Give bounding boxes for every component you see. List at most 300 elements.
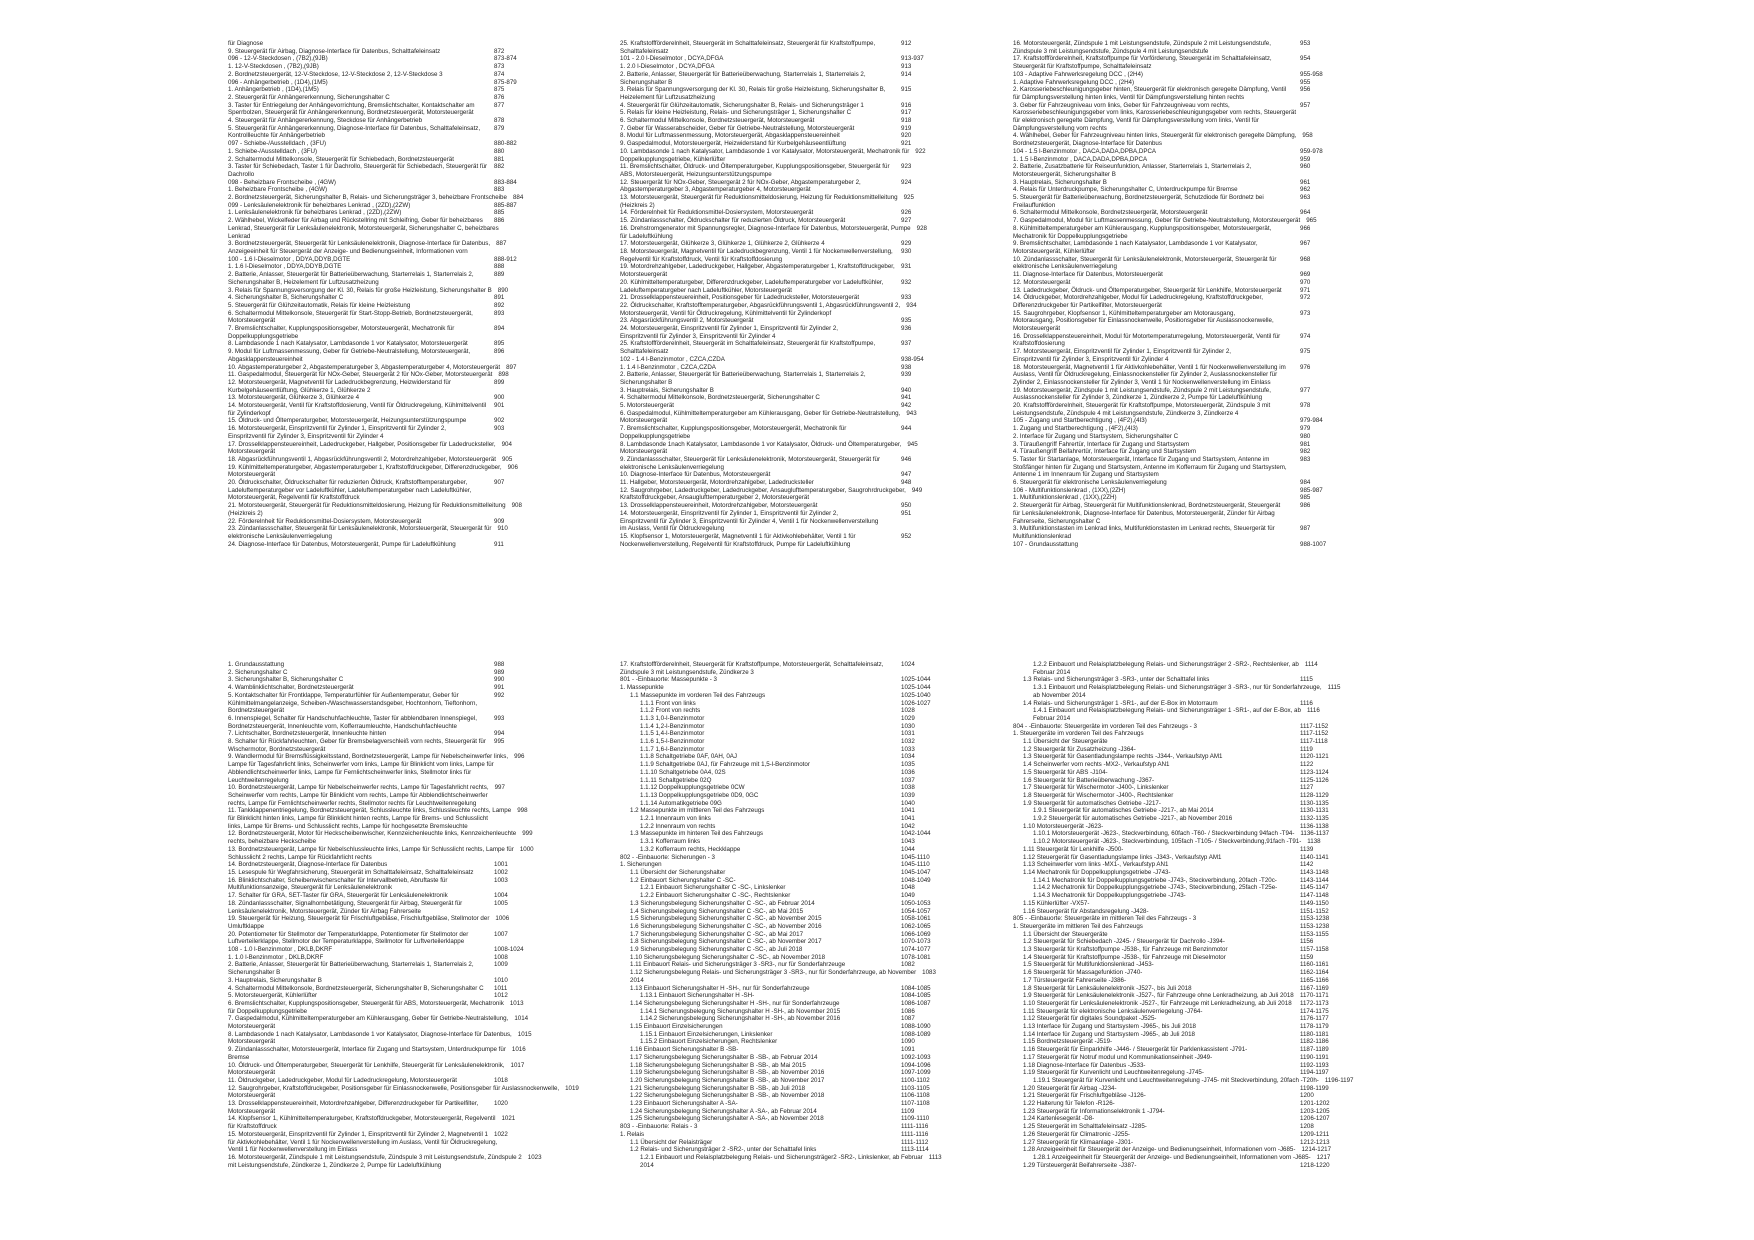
toc-page-number bbox=[895, 271, 957, 279]
toc-entry-title: für Lenksäulenelektronik, Diagnose-Interface für Datenbus, Motorsteuergerät, Zünder für Airbag bbox=[1013, 509, 1275, 517]
toc-entry bbox=[620, 287, 957, 295]
toc-page-number: 1113 bbox=[928, 1154, 942, 1161]
toc-page-number: 961 bbox=[1300, 178, 1311, 186]
toc-page-number bbox=[1294, 94, 1356, 102]
toc-page-number: 1022 bbox=[494, 1130, 508, 1138]
toc-page-number: 1119 bbox=[1300, 745, 1313, 753]
toc-page-number: 1206-1207 bbox=[1300, 1115, 1330, 1123]
toc-entry-title: 1.9 Sicherungsbelegung Sicherungshalter C -SC-, ab Juli 2018 bbox=[630, 946, 803, 954]
toc-entry bbox=[1013, 364, 1356, 372]
toc-entry-title: 4. Wamblinklichtschalter, Bordnetzsteuergerät bbox=[228, 684, 354, 692]
toc-page-number: 881 bbox=[494, 155, 505, 163]
toc-page-number: 929 bbox=[901, 240, 912, 248]
toc-entry bbox=[1013, 1123, 1356, 1131]
toc-entry bbox=[1013, 661, 1356, 669]
toc-entry-title: 1.2 Relais- und Sicherungsträger 2 -SR2-, unter der Schalttafel links bbox=[630, 1146, 817, 1154]
toc-entry-title: Multifunktionsanzeige, Steuergerät für Lenksäulenelektronik bbox=[228, 884, 393, 892]
toc-entry-title: 104 - 1.5 l-Benzinmotor , DACA,DADA,DPBA,DPCA bbox=[1013, 147, 1157, 155]
toc-column bbox=[1013, 40, 1356, 548]
toc-entry-title: Kühlmittelmangelanzeige, Scheiben-/Waschwasserstandsgeber, Hochtonhorn, Tieftonhorn, bbox=[228, 699, 478, 707]
toc-page-number bbox=[488, 510, 550, 518]
toc-page-number: 908 bbox=[511, 502, 522, 510]
toc-page-number: 1035 bbox=[901, 761, 915, 769]
toc-entry bbox=[620, 884, 957, 892]
toc-section bbox=[620, 854, 957, 862]
toc-page-number: 894 bbox=[494, 325, 505, 333]
toc-page-number: 895 bbox=[494, 340, 505, 348]
toc-page-number bbox=[1294, 394, 1356, 402]
toc-entry-title: Ventil 1 für Nockenwellenverstellung im Einlass bbox=[228, 1146, 358, 1154]
toc-entry-title: 1.28 Anzeigeeinheit für Steuergerät der Anzeige- und Bedienungseinheit, Informationen vorn -J685- bbox=[1023, 1146, 1296, 1154]
toc-page-number: 1116 bbox=[1300, 699, 1313, 707]
toc-entry bbox=[228, 117, 550, 125]
toc-page-number: 1153-1238 bbox=[1300, 915, 1330, 923]
toc-entry bbox=[1013, 892, 1356, 900]
toc-page-number: 880 bbox=[494, 147, 505, 155]
toc-entry-title: 5. Motorsteuergerät bbox=[620, 402, 674, 410]
toc-entry bbox=[620, 510, 957, 518]
toc-entry-title: elektronische Lenksäulenverriegelung bbox=[1013, 263, 1117, 271]
toc-entry-title: 1.3 Steuergerät für Gasentladungslampe rechts -J344-, Verkaufstyp AM1 bbox=[1023, 753, 1223, 761]
toc-entry bbox=[1013, 410, 1356, 418]
toc-entry bbox=[228, 340, 550, 348]
toc-entry-title: 1.5 Steuergerät für ABS -J104- bbox=[1023, 768, 1108, 776]
toc-page-number: 1013 bbox=[509, 999, 524, 1007]
toc-page-number: 1117-1152 bbox=[1300, 730, 1329, 738]
toc-entry-title: 2. Batterie, Anlasser, Steuergerät für Batterieüberwachung, Starterrelais 1, Starterrelais 2, bbox=[228, 961, 474, 969]
toc-entry-title: 1.2.1 Innenraum von links bbox=[640, 815, 711, 823]
toc-entry-title: 15. Saugrohrgeber, Klopfsensor 1, Kühlmitteltemperaturgeber am Motorausgang, bbox=[1013, 309, 1236, 317]
toc-entry bbox=[1013, 494, 1356, 502]
toc-page-number bbox=[488, 387, 550, 395]
toc-page-number: 1084-1085 bbox=[901, 992, 931, 1000]
toc-entry-title: 2. Batterie, Anlasser, Steuergerät für Batterieüberwachung, Starterrelais 1, Starterrelais 2, bbox=[228, 271, 474, 279]
toc-entry bbox=[620, 186, 957, 194]
toc-entry-title: 3. Bordnetzsteuergerät, Steuergerät für Lenksäulenelektronik, Diagnose-Interface für Datenbus, bbox=[228, 240, 491, 248]
toc-page-number: 1172-1173 bbox=[1300, 999, 1329, 1007]
toc-entry-title: 1.3 Massepunkte im hinteren Teil des Fahrzeugs bbox=[630, 830, 763, 838]
toc-page-number: 990 bbox=[494, 676, 505, 684]
toc-entry bbox=[620, 171, 957, 179]
toc-entry bbox=[1013, 800, 1356, 808]
toc-entry-title: Leistungsendstufe, Zündspule 4 mit Leistungsendstufe, Zündkerze 3, Zündkerze 4 bbox=[1013, 409, 1239, 417]
toc-entry bbox=[228, 1154, 550, 1162]
toc-entry-title: 3. Relais für Spannungsversorgung der Kl. 30, Relais für große Heizleistung, Sicherungshalter B, bbox=[620, 86, 886, 94]
toc-entry-title: 17. Kraftstoffförderelnheit, Steuergerät für Kraftstoffpumpe, Motorsteuergerät, Schalttafeleinsatz, bbox=[620, 661, 884, 668]
toc-entry bbox=[1013, 1115, 1356, 1123]
toc-page-number: 1103-1105 bbox=[901, 1084, 930, 1092]
toc-entry-title: 1. Adaptive Fahrwerksregelung DCC , (2H4) bbox=[1013, 78, 1135, 86]
toc-entry-title: 1.14.1 Mechatronik für Doppelkupplungsgetriebe -J743-, Steckverbindung, 20fach -T20c- bbox=[1033, 876, 1277, 884]
toc-entry-title: 1.11 Einbauort Relais- und Sicherungsträger 3 -SR3-, nur für Sonderfahrzeuge bbox=[630, 961, 846, 969]
toc-page-number: 899 bbox=[494, 378, 505, 386]
toc-page-number bbox=[488, 1108, 550, 1116]
toc-entry bbox=[1013, 669, 1356, 677]
toc-entry-title: 1. Anhängerbetrieb , (1D4),(1M5) bbox=[228, 86, 319, 94]
toc-page-number: 1010 bbox=[494, 976, 508, 984]
toc-entry bbox=[620, 256, 957, 264]
toc-page-number: 1020 bbox=[494, 1100, 508, 1108]
toc-page-number: 914 bbox=[901, 70, 912, 78]
toc-entry-title: 1.1.9 Schaltgetriebe 0AJ, für Fahrzeuge mit 1,5-l-Benzinmotor bbox=[640, 761, 810, 769]
toc-page-number bbox=[895, 94, 957, 102]
toc-entry-title: 2. Wählhebel, Wickelfeder für Airbag und Rückstellring mit Schleifring, Geber für beheizbares bbox=[228, 217, 483, 225]
toc-page-number: 1212-1213 bbox=[1300, 1138, 1330, 1146]
toc-entry bbox=[620, 71, 957, 79]
toc-page-number: 1201-1202 bbox=[1300, 1100, 1330, 1108]
toc-page-number: 885-887 bbox=[494, 201, 517, 209]
toc-entry bbox=[228, 823, 550, 831]
toc-entry-title: 1.2.1 Einbauort Sicherungshalter C -SC-, Linkslenker bbox=[640, 884, 786, 892]
toc-entry bbox=[620, 661, 957, 669]
toc-entry-title: Wischermotor, Bordnetzsteuergerät bbox=[228, 745, 326, 753]
toc-section bbox=[228, 79, 550, 87]
toc-entry-title: 1.9.2 Steuergerät für automatisches Getriebe -J217-, ab November 2016 bbox=[1033, 815, 1233, 823]
toc-entry-title: 1. Multifunktionslenkrad , (1XX),(2ZH) bbox=[1013, 494, 1117, 502]
toc-page-number bbox=[488, 171, 550, 179]
toc-entry-title: Bordnetzsteuergerät bbox=[228, 707, 285, 715]
toc-entry-title: 5. Relais für kleine Heizleistung, Relais- und Sicherungsträger 1, Sicherungshalter C bbox=[620, 109, 852, 117]
toc-entry bbox=[620, 225, 957, 233]
toc-page-number: 905 bbox=[501, 455, 513, 463]
toc-entry-title: 12. Saugrohrgeber, Kraftstoffdruckgeber, Positionsgeber für Einlassnockenwelle, Positionsgeber für Auslassnockenwelle, bbox=[228, 1084, 560, 1092]
toc-entry bbox=[1013, 202, 1356, 210]
toc-page-number: 965 bbox=[1306, 217, 1317, 225]
toc-entry bbox=[620, 1092, 957, 1100]
toc-entry-title: 10. Öldruck- und Öltemperaturgeber, Steuergerät für Lenkhilfe, Steuergerät für Lenksäulenelektronik, bbox=[228, 1061, 505, 1069]
toc-section bbox=[1013, 71, 1356, 79]
toc-entry bbox=[1013, 946, 1356, 954]
toc-entry bbox=[1013, 1162, 1356, 1170]
toc-entry-title: 1. Grundausstattung bbox=[228, 661, 285, 668]
toc-page-number: 943 bbox=[906, 409, 917, 417]
toc-page-number bbox=[488, 494, 550, 502]
toc-entry bbox=[228, 1015, 550, 1023]
toc-entry bbox=[1013, 163, 1356, 171]
toc-entry-title: Dachrollo bbox=[228, 170, 255, 178]
toc-entry-title: 2. Steuergerät für Anhängererkennung, Sicherungshalter C bbox=[228, 93, 390, 101]
toc-entry bbox=[228, 417, 550, 425]
toc-entry-title: 1.15 Bordnetzsteuergerät -J519- bbox=[1023, 1038, 1113, 1046]
toc-entry-title: 4. Relais für Unterdruckpumpe, Sicherungshalter C, Unterdruckpumpe für Bremse bbox=[1013, 186, 1238, 194]
toc-page-number: 1044 bbox=[901, 845, 915, 853]
toc-page-number: 877 bbox=[494, 101, 505, 109]
toc-page-number bbox=[895, 202, 957, 210]
toc-page-number bbox=[895, 287, 957, 295]
toc-page-number bbox=[895, 310, 957, 318]
toc-entry-title: 1.5 Steuergerät für Multifunktionslenkrad -J453- bbox=[1023, 961, 1154, 969]
toc-page-number: 875 bbox=[494, 86, 505, 94]
toc-entry bbox=[1013, 830, 1356, 838]
toc-page-number bbox=[895, 348, 957, 356]
toc-page-number: 1114 bbox=[1304, 661, 1318, 668]
toc-entry bbox=[228, 364, 550, 372]
toc-entry-title: Einspritzventil für Zylinder 3, Einspritzventil für Zylinder 4 bbox=[228, 432, 384, 440]
toc-entry bbox=[1013, 954, 1356, 962]
toc-page-number: 1178-1179 bbox=[1300, 1023, 1329, 1031]
toc-entry bbox=[620, 456, 957, 464]
toc-page-number bbox=[499, 225, 561, 233]
toc-entry bbox=[228, 1077, 550, 1085]
toc-entry bbox=[228, 838, 550, 846]
toc-entry-title: 1.14.2 Sicherungsbelegung Sicherungshalter H -SH-, ab November 2016 bbox=[640, 1015, 841, 1023]
toc-page-number: 991 bbox=[494, 684, 505, 692]
toc-entry-title: 15. Zündanlassschalter, Öldruckschalter für reduzierten Öldruck, Motorsteuergerät bbox=[620, 217, 846, 225]
toc-entry-title: 1. 2.0 l-Dieselmotor , DCYA,DFGA bbox=[620, 63, 715, 71]
toc-entry bbox=[228, 40, 550, 48]
toc-entry bbox=[228, 707, 550, 715]
toc-page-number: 1006 bbox=[495, 915, 510, 923]
toc-entry bbox=[228, 892, 550, 900]
toc-entry-title: 1.14 Mechatronik für Doppelkupplungsgetriebe -J743- bbox=[1023, 868, 1171, 876]
toc-entry bbox=[620, 348, 957, 356]
toc-entry-title: Multifunktionslenkrad bbox=[1013, 533, 1072, 540]
toc-page-number: 984 bbox=[1300, 479, 1311, 487]
toc-page-number: 890 bbox=[497, 286, 509, 294]
toc-entry bbox=[1013, 1015, 1356, 1023]
toc-section bbox=[228, 202, 550, 210]
toc-section bbox=[620, 1123, 957, 1131]
toc-page-number: 1084-1085 bbox=[901, 984, 931, 992]
toc-page-number: 1203-1205 bbox=[1300, 1107, 1330, 1115]
toc-page-number: 1111-1112 bbox=[901, 1138, 929, 1146]
toc-entry bbox=[1013, 1038, 1356, 1046]
toc-page-number: 931 bbox=[901, 263, 912, 271]
toc-page-number: 993 bbox=[494, 714, 505, 722]
toc-page-number bbox=[488, 471, 550, 479]
toc-entry-title: Motorsteuergerät, Sicherungshalter B bbox=[1013, 170, 1116, 178]
toc-entry bbox=[620, 394, 957, 402]
toc-page-number bbox=[488, 1123, 550, 1131]
toc-entry bbox=[1013, 294, 1356, 302]
toc-entry-title: 11. Hallgeber, Motorsteuergerät, Motordrehzahlgeber, Ladedrucksteller bbox=[620, 479, 814, 487]
toc-entry-title: 1.1.11 Schaltgetriebe 02Q bbox=[640, 776, 712, 784]
toc-entry-title: Sicherungshalter B bbox=[620, 78, 673, 86]
toc-entry bbox=[228, 63, 550, 71]
toc-entry-title: 24. Diagnose-Interface für Datenbus, Motorsteuergerät, Pumpe für Ladeluftkühlung bbox=[228, 540, 456, 548]
toc-entry bbox=[228, 815, 550, 823]
toc-page-number: 889 bbox=[494, 271, 505, 279]
toc-entry bbox=[228, 1046, 550, 1054]
toc-page-number bbox=[488, 908, 550, 916]
toc-entry-title: 1.5 Sicherungsbelegung Sicherungshalter C -SC-, ab November 2015 bbox=[630, 915, 822, 923]
toc-page-number: 949 bbox=[911, 486, 923, 494]
toc-entry bbox=[1013, 1062, 1356, 1070]
toc-entry bbox=[1013, 441, 1356, 449]
toc-entry-title: Ladeluftemperaturgeber nach Ladeluftkühler, Motorsteuergerät bbox=[620, 286, 792, 294]
toc-entry-title: 2. Bordnetzsteuergerät, Sicherungshalter B, Relais- und Sicherungsträger 3, beheizbare Frontscheibe bbox=[228, 194, 507, 202]
toc-page-number bbox=[488, 433, 550, 441]
toc-page-number: 992 bbox=[494, 691, 505, 699]
toc-page-number: 936 bbox=[901, 325, 912, 333]
toc-entry-title: 1. 12-V-Steckdosen , (7B2),(9JB) bbox=[228, 63, 319, 71]
toc-page-number bbox=[488, 233, 550, 241]
toc-entry-title: 2. Schaltermodul Mittelkonsole, Steuergerät für Schiebedach, Bordnetzsteuergerät bbox=[228, 155, 454, 163]
toc-page-number: 904 bbox=[501, 440, 512, 448]
toc-page-number: 1182-1186 bbox=[1300, 1038, 1329, 1046]
toc-entry bbox=[620, 992, 957, 1000]
toc-entry bbox=[620, 969, 957, 977]
toc-entry-title: 12. Saugrohrgeber, Ladedruckgeber, Ladedruckgeber, Ansauglufttemperaturgeber, Saugrohrdruckgeber, bbox=[620, 486, 906, 494]
toc-entry bbox=[620, 861, 957, 869]
toc-entry-title: für Aktivkohlebehälter, Ventil 1 für Nockenwellenverstellung im Auslass, Ventil für Öldruckregelung, bbox=[228, 1138, 498, 1146]
toc-page-number: 1012 bbox=[494, 992, 508, 1000]
toc-page-number: 959-978 bbox=[1300, 147, 1323, 155]
toc-entry bbox=[1013, 132, 1356, 140]
toc-entry bbox=[620, 1131, 957, 1139]
toc-entry bbox=[1013, 525, 1356, 533]
toc-entry-title: 1. Steuergeräte im mittleren Teil des Fahrzeugs bbox=[1013, 922, 1143, 930]
toc-entry-title: 1.17 Sicherungsbelegung Sicherungshalter B -SB-, ab Februar 2014 bbox=[630, 1053, 818, 1061]
toc-entry bbox=[620, 117, 957, 125]
toc-page-number bbox=[895, 977, 957, 985]
toc-page-number: 1030 bbox=[901, 722, 915, 730]
toc-entry bbox=[620, 730, 957, 738]
toc-entry-title: 1. Massepunkte bbox=[620, 684, 664, 692]
toc-entry bbox=[1013, 287, 1356, 295]
toc-entry bbox=[228, 1162, 550, 1170]
toc-entry-title: Kontrollleuchte für Anhängerbetrieb bbox=[228, 132, 326, 140]
toc-entry bbox=[1013, 425, 1356, 433]
toc-entry bbox=[620, 494, 957, 502]
toc-entry-title: Kurbelgehäuseentlüftung, Glühkerze 1, Glühkerze 2 bbox=[228, 386, 371, 394]
toc-entry-title: 1.18 Diagnose-Interface für Datenbus -J533- bbox=[1023, 1061, 1146, 1069]
toc-entry-title: 096 - Anhängerbetrieb , (1D4),(1M5) bbox=[228, 78, 328, 86]
toc-entry-title: 2. Batterie, Anlasser, Steuergerät für Batterieüberwachung, Starterrelais 1, Starterrelais 2, bbox=[620, 70, 866, 78]
toc-entry bbox=[228, 456, 550, 464]
toc-page-number bbox=[895, 1162, 957, 1170]
toc-entry bbox=[228, 915, 550, 923]
toc-page-number: 1107-1108 bbox=[901, 1100, 930, 1108]
toc-page-number bbox=[488, 40, 550, 48]
toc-page-number: 997 bbox=[494, 784, 505, 792]
toc-entry bbox=[1013, 707, 1356, 715]
toc-entry-title: 1.13 Einbauort Sicherungshalter H -SH-, nur für Sonderfahrzeuge bbox=[630, 984, 810, 992]
toc-page-number: 1025-1044 bbox=[901, 676, 931, 684]
toc-entry bbox=[1013, 838, 1356, 846]
toc-entry bbox=[1013, 938, 1356, 946]
toc-entry-title: Umluftklappe bbox=[228, 922, 265, 930]
toc-entry-title: 1. 1.6 l-Dieselmotor , DDYA,DDYB,DGTE bbox=[228, 263, 342, 271]
toc-entry bbox=[1013, 171, 1356, 179]
toc-entry-title: für Zylinderkopf bbox=[228, 409, 271, 417]
toc-entry-title: 103 - Adaptive Fahrwerksregelung DCC , (2H4) bbox=[1013, 70, 1143, 78]
toc-page-number bbox=[1294, 371, 1356, 379]
toc-page-number bbox=[488, 884, 550, 892]
toc-page-number: 1127 bbox=[1300, 784, 1314, 792]
toc-entry-title: 1.3 Steuergerät für Kraftstoffpumpe -J538-, für Fahrzeuge mit Benzinmotor bbox=[1023, 946, 1228, 954]
toc-entry bbox=[228, 1115, 550, 1123]
toc-page-number: 1040 bbox=[901, 799, 915, 807]
toc-entry-title: 19. Motordrehzahlgeber, Ladedruckgeber, Hallgeber, Abgastemperaturgeber 1, Kraftstoffdruckgeber, bbox=[620, 263, 895, 271]
toc-entry-title: Motorsteuergerät bbox=[228, 1107, 276, 1115]
toc-page-number: 879 bbox=[494, 124, 505, 132]
toc-entry-title: 16. Drehstromgenerator mit Spannungsregler, Diagnose-Interface für Datenbus, Motorsteuergerät, Pumpe bbox=[620, 224, 911, 232]
toc-page-number: 970 bbox=[1300, 278, 1311, 286]
toc-page-number: 983 bbox=[1300, 455, 1311, 463]
toc-page-number: 928 bbox=[916, 224, 927, 232]
toc-entry bbox=[1013, 356, 1356, 364]
toc-entry bbox=[1013, 317, 1356, 325]
toc-entry bbox=[1013, 753, 1356, 761]
toc-section bbox=[1013, 541, 1356, 549]
toc-entry-title: Sicherungshalter B, Heizelement für Luftzusatzheizung bbox=[228, 278, 379, 286]
toc-page-number: 1028 bbox=[901, 707, 915, 715]
toc-entry-title: Zylinder 2, Einlassnockensteller für Zylinder 3, Ventil 1 für Nockenwellenverstellung im Einlass bbox=[1013, 378, 1271, 386]
toc-entry-title: 8. Lambdasonde 1 nach Katalysator, Lambdasonde 1 vor Katalysator, Motorsteuergerät bbox=[228, 340, 468, 348]
toc-entry-title: 804 - -Einbauorte: Steuergeräte im vorderen Teil des Fahrzeugs - 3 bbox=[1013, 722, 1197, 730]
toc-entry bbox=[620, 417, 957, 425]
toc-entry bbox=[620, 915, 957, 923]
toc-entry-title: 14. Förderelnheit für Reduktionsmittel-Dosiersystem, Motorsteuergerät bbox=[620, 209, 814, 217]
toc-page-number: 885 bbox=[494, 209, 505, 217]
toc-entry-title: 1.15.2 Einbauort Einzelsicherungen, Rechtslenker bbox=[640, 1038, 778, 1046]
toc-entry bbox=[620, 931, 957, 939]
toc-page-number: 1156 bbox=[1300, 938, 1314, 946]
toc-page-number: 873-874 bbox=[494, 55, 517, 63]
toc-page-number: 1217 bbox=[1316, 1154, 1331, 1161]
toc-page-number: 1147-1148 bbox=[1300, 892, 1329, 900]
toc-page-number: 1091 bbox=[901, 1046, 915, 1054]
toc-entry-title: 1.10 Sicherungsbelegung Sicherungshalter C -SC-, ab November 2018 bbox=[630, 953, 826, 961]
toc-entry-title: Motorsteuergerät bbox=[228, 1069, 276, 1077]
toc-entry bbox=[1013, 340, 1356, 348]
toc-entry bbox=[228, 71, 550, 79]
toc-entry bbox=[228, 676, 550, 684]
toc-entry bbox=[1013, 479, 1356, 487]
toc-entry bbox=[620, 471, 957, 479]
toc-page-number: 1106-1108 bbox=[901, 1092, 930, 1100]
toc-entry-title: rechts, beheizbare Heckscheibe bbox=[228, 838, 317, 846]
toc-entry bbox=[620, 464, 957, 472]
toc-entry bbox=[228, 1092, 550, 1100]
toc-entry bbox=[228, 279, 550, 287]
toc-entry-title: 7. Gaspedalmodul, Kühlmitteltemperaturgeber am Kühlerausgang, Geber für Getriebe-Neutralstellung, bbox=[228, 1015, 509, 1023]
toc-column bbox=[620, 40, 957, 548]
toc-entry-title: Lampe für Tagesfahrlicht links, Scheinwerfer vorn links, Lampe für Blinklicht vorn links, Lampe für bbox=[228, 761, 494, 769]
toc-page-number: 1140-1141 bbox=[1300, 853, 1329, 861]
toc-entry-title: 1.8 Steuergerät für Wischermotor -J400-, Rechtslenker bbox=[1023, 791, 1174, 799]
toc-entry bbox=[620, 325, 957, 333]
toc-page-number: 1000 bbox=[519, 845, 534, 853]
toc-entry-title: 4. Türaußengriff Beifahrertür, Interface für Zugang und Startsystem bbox=[1013, 448, 1197, 456]
toc-page-number: 1050-1053 bbox=[901, 899, 931, 907]
toc-entry bbox=[228, 194, 550, 202]
toc-entry bbox=[228, 317, 550, 325]
toc-page-number: 900 bbox=[494, 394, 505, 402]
toc-entry bbox=[620, 715, 957, 723]
toc-entry bbox=[620, 502, 957, 510]
toc-page-number: 987 bbox=[1300, 525, 1311, 533]
toc-page-number: 1045-1110 bbox=[901, 853, 930, 861]
toc-entry-title: Abblendlichtscheinwerfer links, Lampe für Fernlichtscheinwerfer links, Stellmotor links für bbox=[228, 768, 472, 776]
toc-entry-title: elektronische Lenksäulenverriegelung bbox=[228, 533, 332, 540]
toc-entry bbox=[1013, 217, 1356, 225]
toc-entry-title: Motorsteuergerät bbox=[228, 1023, 276, 1031]
toc-entry-title: 6. Schaltermodul Mittelkonsole, Steuergerät für Start-Stopp-Betrieb, Bordnetzsteuergerät, bbox=[228, 309, 473, 317]
toc-page-number: 976 bbox=[1300, 363, 1311, 371]
toc-entry bbox=[620, 140, 957, 148]
toc-entry bbox=[1013, 464, 1356, 472]
toc-entry bbox=[228, 541, 550, 549]
toc-entry-title: 1.2 Steuergerät für Schiebedach -J245- / Steuergerät für Dachrollo -J394- bbox=[1023, 938, 1225, 946]
toc-page-number bbox=[488, 487, 550, 495]
toc-page-number: 1218-1220 bbox=[1300, 1161, 1330, 1169]
toc-entry-title: 21. Motorsteuergerät, Steuergerät für Reduktionsmitteldosierung, Heizung für Reduktionsmittelleitung bbox=[228, 502, 506, 510]
toc-entry bbox=[228, 661, 550, 669]
toc-entry-title: 1.28.1 Anzeigeeinheit für Steuergerät der Anzeige- und Bedienungseinheit, Informationen vorn -J685- bbox=[1033, 1154, 1311, 1161]
toc-entry bbox=[1013, 86, 1356, 94]
